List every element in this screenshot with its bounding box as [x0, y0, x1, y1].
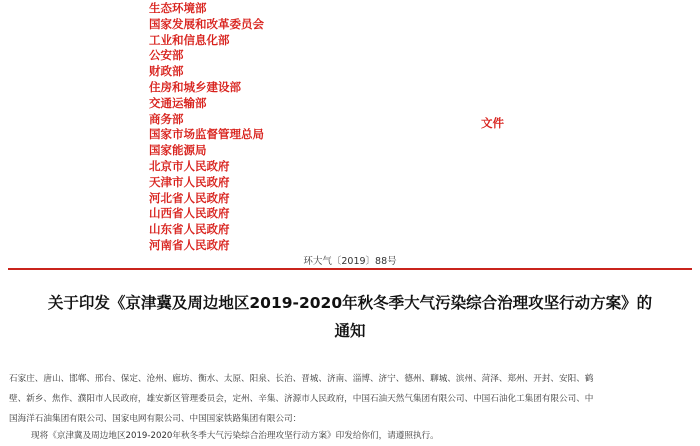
- issuer-name: 山东省人民政府: [149, 222, 230, 237]
- issuer-name: 商务部: [149, 111, 184, 126]
- issuer-name: 国家发展和改革委员会: [149, 16, 264, 31]
- issuing-authorities-list: [149, 1, 349, 254]
- issuer-name: 河北省人民政府: [149, 190, 230, 205]
- issuer-name: 交通运输部: [149, 95, 207, 110]
- issuer-name: 住房和城乡建设部: [149, 79, 241, 94]
- document-label: 文件: [481, 116, 504, 130]
- addressee-line: 壁、新乡、焦作、濮阳市人民政府，雄安新区管理委员会，定州、辛集、济源市人民政府，中国石油天然气集团有限公司、中国石油化工集团有限公司、中: [9, 394, 594, 404]
- issuer-name: 河南省人民政府: [149, 237, 230, 252]
- addressee-line: 石家庄、唐山、邯郸、邢台、保定、沧州、廊坊、衡水、太原、阳泉、长治、晋城、济南、淄博、济宁、德州、聊城、滨州、菏泽、郑州、开封、安阳、鹤: [9, 374, 594, 384]
- issuer-name: 天津市人民政府: [149, 174, 230, 189]
- issuer-name: 公安部: [149, 48, 184, 63]
- issuer-name: 北京市人民政府: [149, 158, 230, 173]
- document-number: 环大气〔2019〕88号: [303, 256, 397, 267]
- title-line-1: 关于印发《京津冀及周边地区2019-2020年秋冬季大气污染综合治理攻坚行动方案》的: [47, 294, 653, 312]
- addressees-block: [9, 369, 697, 429]
- document-title: [0, 289, 700, 345]
- issuer-name: 工业和信息化部: [149, 32, 230, 47]
- title-line-2: 通知: [334, 322, 366, 340]
- issuer-name: 山西省人民政府: [149, 206, 230, 221]
- issuer-name: 国家能源局: [149, 143, 207, 158]
- issuer-name: 国家市场监督管理总局: [149, 127, 264, 142]
- issuer-name: 财政部: [149, 64, 184, 79]
- addressee-line: 国海洋石油集团有限公司、国家电网有限公司、中国国家铁路集团有限公司：: [9, 414, 302, 424]
- red-divider-line: [8, 268, 692, 270]
- issuer-name: 生态环境部: [149, 1, 207, 15]
- body-paragraph: 现将《京津冀及周边地区2019-2020年秋冬季大气污染综合治理攻坚行动方案》印发给你们，请遵照执行。: [31, 431, 439, 441]
